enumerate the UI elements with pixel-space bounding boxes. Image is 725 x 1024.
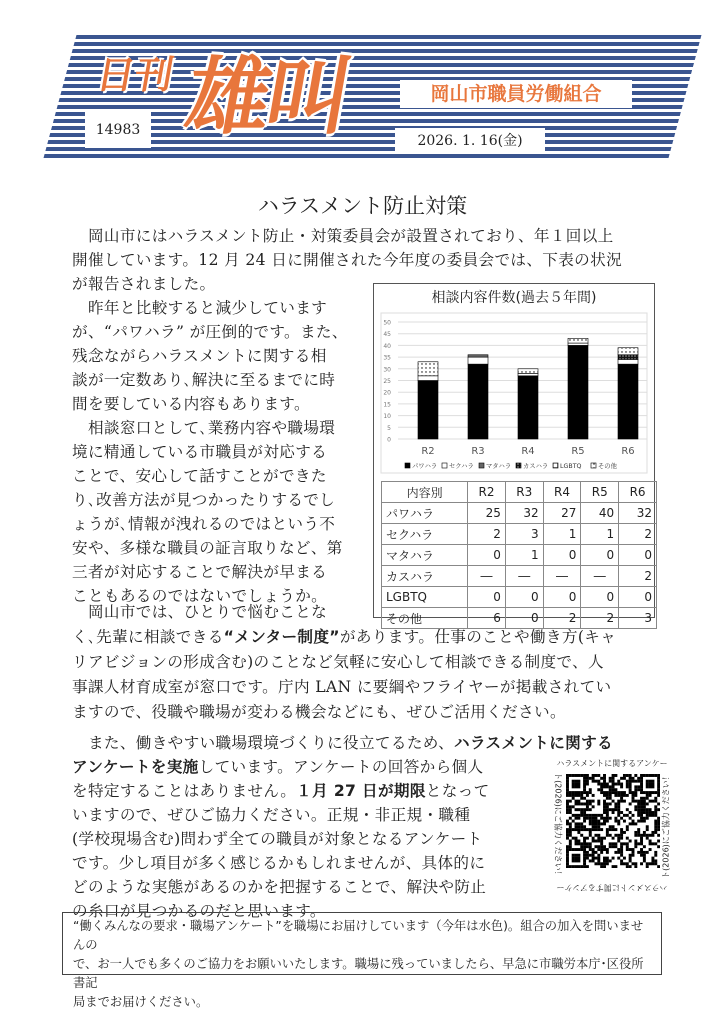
table-cell: 0 <box>505 608 543 629</box>
x-tick-label: R2 <box>421 446 435 457</box>
body-line <box>72 416 335 440</box>
body-text: しています。アンケートの回答から個人 <box>198 758 484 776</box>
table-cell: 3 <box>505 524 543 545</box>
body-text: 境に精通している市職員が対応する <box>72 443 328 461</box>
legend-swatch <box>442 463 447 468</box>
body-text: リアビジョンの形成含む)のことなど気軽に安心して相談できる制度で、人 <box>72 653 604 671</box>
body-text: となって <box>425 782 490 800</box>
legend-swatch <box>516 463 521 468</box>
bar-segment <box>518 369 538 374</box>
bar-segment <box>418 362 438 376</box>
table-cell: 3 <box>619 608 657 629</box>
y-tick-label: 40 <box>383 342 391 350</box>
table-cell: 2 <box>619 566 657 587</box>
emphasis-text: アンケートを実施 <box>72 758 199 776</box>
row-label: LGBTQ <box>382 587 468 608</box>
body-line <box>72 755 483 779</box>
table-cell: R2 <box>468 482 506 503</box>
body-text: が報告されました。 <box>72 275 216 293</box>
table-cell: ― <box>581 566 619 587</box>
body-text: 事課人材育成室が窓口です。庁内 LAN に要綱やフライヤーが掲載されてい <box>72 678 612 696</box>
bar-segment <box>568 343 588 345</box>
qr-code-icon[interactable] <box>566 774 660 868</box>
table-cell: 0 <box>543 545 581 566</box>
y-tick-label: 35 <box>383 354 391 362</box>
y-tick-label: 30 <box>383 366 391 374</box>
legend-swatch <box>553 463 558 468</box>
footer-line: 局までお届けください。 <box>73 995 209 1009</box>
body-text: 安や、多様な職員の証言取りなど、第 <box>72 539 343 557</box>
table-cell: 0 <box>581 545 619 566</box>
table-cell: R5 <box>581 482 619 503</box>
body-line <box>72 875 486 899</box>
body-line <box>72 827 483 851</box>
body-text: 開催しています。12 月 24 日に開催された今年度の委員会では、下表の状況 <box>72 251 623 269</box>
bar-segment <box>518 376 538 439</box>
table-cell: 0 <box>468 587 506 608</box>
legend-label: その他 <box>598 463 617 470</box>
table-cell: 2 <box>543 608 581 629</box>
legend-swatch <box>405 463 410 468</box>
table-row <box>382 587 657 608</box>
body-line <box>72 650 604 674</box>
row-label: パワハラ <box>382 503 468 524</box>
body-line <box>72 700 566 724</box>
table-cell: ― <box>468 566 506 587</box>
table-cell: 1 <box>505 545 543 566</box>
table-cell: 1 <box>543 524 581 545</box>
table-cell: ― <box>505 566 543 587</box>
y-tick-label: 25 <box>383 378 391 385</box>
table-cell: R6 <box>619 482 657 503</box>
body-text: が、“パワハラ” が圧倒的です。また、 <box>72 323 348 341</box>
table-cell: 0 <box>468 545 506 566</box>
table-row <box>382 566 657 587</box>
row-label: マタハラ <box>382 545 468 566</box>
table-cell: 40 <box>581 503 619 524</box>
bar-segment <box>568 345 588 439</box>
table-cell: 0 <box>505 587 543 608</box>
body-text: 三者が対応することで解決が早まる <box>72 563 328 581</box>
body-text: 岡山市にはハラスメント防止・対策委員会が設置されており、年１回以上 <box>72 227 614 245</box>
table-cell: 1 <box>581 524 619 545</box>
body-text: 昨年と比較すると減少しています <box>72 299 328 317</box>
qr-code-block[interactable] <box>548 758 676 893</box>
body-line <box>72 512 335 536</box>
y-tick-label: 10 <box>383 413 391 421</box>
body-text: どのような実態があるのかを把握することで、解決や防止 <box>72 878 487 896</box>
body-text: 残念ながらハラスメントに関する相 <box>72 347 327 365</box>
table-cell: 0 <box>543 587 581 608</box>
body-text: く､先輩に相談できる <box>72 628 224 646</box>
row-label: セクハラ <box>382 524 468 545</box>
table-cell: 32 <box>619 503 657 524</box>
body-text: ことで、安心して話すことができた <box>72 467 327 485</box>
bar-segment <box>518 373 538 375</box>
bar-segment <box>468 357 488 364</box>
qr-caption-left: ト(2026)にご協力ください！ <box>553 772 563 879</box>
body-line <box>72 675 611 699</box>
body-line <box>72 320 348 344</box>
table-cell: 0 <box>619 587 657 608</box>
qr-caption-bottom: ハラスメントに関するアンケー <box>556 883 668 892</box>
body-line <box>72 368 335 392</box>
table-cell: 0 <box>581 587 619 608</box>
y-tick-label: 0 <box>387 436 391 444</box>
table-row <box>382 503 657 524</box>
body-line <box>72 440 327 464</box>
body-line <box>72 536 343 560</box>
qr-caption-top: ハラスメントに関するアンケー <box>556 759 668 768</box>
body-line <box>72 560 327 584</box>
table-cell: ― <box>543 566 581 587</box>
table-cell: 2 <box>619 524 657 545</box>
y-tick-label: 15 <box>383 401 391 409</box>
x-tick-label: R4 <box>521 446 535 457</box>
body-text: り､改善方法が見つかったりするでし <box>72 491 336 509</box>
body-line <box>72 600 327 624</box>
table-cell: R4 <box>543 482 581 503</box>
body-text: また、働きやすい職場環境づくりに役立てるため、 <box>72 734 455 752</box>
row-label: その他 <box>382 608 468 629</box>
table-cell: 0 <box>619 545 657 566</box>
legend-label: LGBTQ <box>560 463 582 470</box>
masthead-title: 雄叫 <box>178 48 356 146</box>
body-text: 相談窓口として､業務内容や職場環 <box>72 419 336 437</box>
y-tick-label: 50 <box>383 319 391 327</box>
organization-name: 岡山市職員労働組合 <box>400 80 632 108</box>
body-line <box>72 296 327 320</box>
legend-label: カスハラ <box>523 463 549 470</box>
body-line <box>72 851 485 875</box>
emphasis-text: ハラスメントに関する <box>454 734 614 752</box>
body-line <box>72 224 614 248</box>
y-tick-label: 45 <box>383 331 391 339</box>
body-text: を特定することはありません。 <box>72 782 297 800</box>
body-text: の糸口が見つかるのだと思います。 <box>72 902 326 920</box>
stacked-bar-chart <box>373 283 655 483</box>
legend-label: マタハラ <box>486 463 512 470</box>
table-cell: 27 <box>543 503 581 524</box>
qr-caption-right: ト(2026)にご協力ください！ <box>661 772 671 879</box>
y-tick-label: 20 <box>383 389 391 397</box>
body-line <box>72 344 327 368</box>
table-cell: 6 <box>468 608 506 629</box>
bar-segment <box>468 355 488 357</box>
table-header-row <box>382 482 657 503</box>
body-text: 談が一定数あり､解決に至るまでに時 <box>72 371 336 389</box>
x-tick-label: R5 <box>571 446 585 457</box>
body-line <box>72 779 490 803</box>
legend-swatch <box>479 463 484 468</box>
footer-line: で、お一人でも多くのご協力をお願いいたします。職場に残っていましたら、早急に市職労本庁･区役所書記 <box>73 957 644 990</box>
bar-segment <box>568 338 588 343</box>
legend-label: セクハラ <box>449 463 474 470</box>
table-cell: 32 <box>505 503 543 524</box>
issue-number: 14983 <box>85 112 151 148</box>
table-row <box>382 545 657 566</box>
body-text: 岡山市では、ひとりで悩むことな <box>72 603 328 621</box>
bar-segment <box>418 381 438 440</box>
body-line <box>72 803 470 827</box>
body-line <box>72 464 327 488</box>
footer-line: “働くみんなの要求・職場アンケート”を職場にお届けしています（今年は水色)。組合の加入を問いませんの <box>73 919 644 952</box>
table-cell: 2 <box>468 524 506 545</box>
headline: ハラスメント防止対策 <box>257 194 468 218</box>
bar-segment <box>618 348 638 355</box>
row-label: カスハラ <box>382 566 468 587</box>
body-text: (学校現場含む)問わず全ての職員が対象となるアンケート <box>72 830 483 848</box>
bar-segment <box>618 359 638 364</box>
body-line <box>72 272 216 296</box>
table-cell: R3 <box>505 482 543 503</box>
body-line <box>72 392 310 416</box>
bar-segment <box>618 355 638 360</box>
body-text: 間を要している内容もあります。 <box>72 395 310 413</box>
bar-segment <box>468 364 488 439</box>
body-line <box>72 248 622 272</box>
y-tick-label: 5 <box>387 424 391 432</box>
issue-date: 2026. 1. 16(金) <box>395 128 545 154</box>
body-line <box>72 488 335 512</box>
bar-segment <box>418 376 438 381</box>
x-tick-label: R3 <box>471 446 485 457</box>
legend-label: パワハラ <box>412 463 438 470</box>
body-line <box>72 731 613 755</box>
body-text: いますので、ぜひご協力ください。正規・非正規・職種 <box>72 806 471 824</box>
emphasis-text: １月 27 日が期限 <box>296 782 426 800</box>
table-row <box>382 524 657 545</box>
body-text: ますので、役職や職場が変わる機会などにも、ぜひご活用ください。 <box>72 703 566 721</box>
body-text: です。少し項目が多く感じるかもしれませんが、具体的に <box>72 854 486 872</box>
table-cell: 2 <box>581 608 619 629</box>
table-cell: 25 <box>468 503 506 524</box>
masthead-nikkan: 日刊 <box>93 53 177 97</box>
footer-notice <box>62 912 662 1009</box>
table-row <box>382 608 657 629</box>
consultation-table <box>381 481 657 629</box>
emphasis-text: “メンター制度” <box>223 628 340 646</box>
row-label: 内容別 <box>382 482 468 503</box>
legend-swatch <box>591 463 596 468</box>
bar-segment <box>618 364 638 439</box>
body-text: ょうが､情報が洩れるのではという不 <box>72 515 336 533</box>
body-text: こともあるのではないでしょうか。 <box>72 587 328 605</box>
body-text: があります。仕事のことや働き方(キャ <box>339 628 617 646</box>
chart-title: 相談内容件数(過去５年間) <box>431 290 597 306</box>
x-tick-label: R6 <box>621 446 635 457</box>
